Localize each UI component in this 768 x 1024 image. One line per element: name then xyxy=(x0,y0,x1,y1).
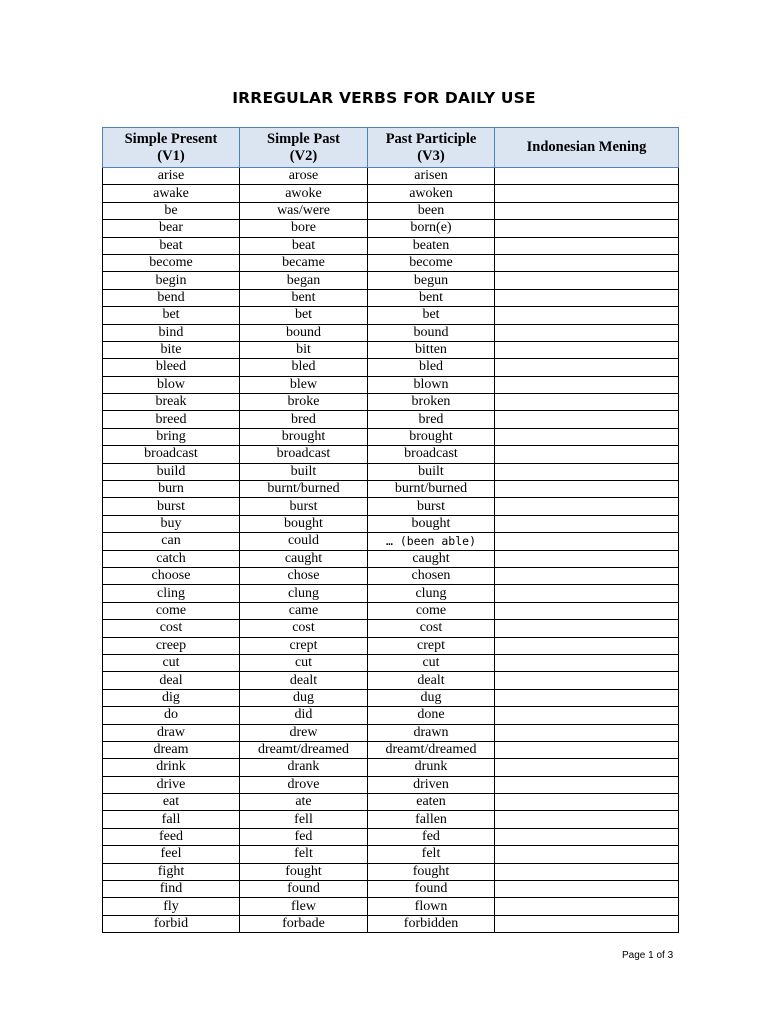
cell-indonesian xyxy=(495,567,679,584)
cell-v3: fed xyxy=(368,828,495,845)
cell-v2: flew xyxy=(240,898,368,915)
cell-v2: brought xyxy=(240,428,368,445)
cell-indonesian xyxy=(495,394,679,411)
cell-v3: chosen xyxy=(368,567,495,584)
cell-v3: … (been able) xyxy=(368,533,495,550)
cell-indonesian xyxy=(495,550,679,567)
cell-v2: became xyxy=(240,254,368,271)
cell-v3: bled xyxy=(368,359,495,376)
table-row xyxy=(103,828,679,845)
cell-v3: dug xyxy=(368,689,495,706)
cell-indonesian xyxy=(495,846,679,863)
cell-v2: beat xyxy=(240,237,368,254)
table-row xyxy=(103,811,679,828)
cell-v3: bet xyxy=(368,307,495,324)
table-row xyxy=(103,498,679,515)
cell-v3: arisen xyxy=(368,168,495,185)
page-title: IRREGULAR VERBS FOR DAILY USE xyxy=(232,89,536,107)
cell-indonesian xyxy=(495,289,679,306)
cell-indonesian xyxy=(495,707,679,724)
table-row xyxy=(103,637,679,654)
cell-indonesian xyxy=(495,463,679,480)
table-row xyxy=(103,515,679,532)
cell-v1: feed xyxy=(103,828,240,845)
cell-indonesian xyxy=(495,254,679,271)
header-simple-present xyxy=(103,128,240,168)
irregular-verbs-table xyxy=(102,127,679,933)
cell-v3: born(e) xyxy=(368,220,495,237)
table-row xyxy=(103,446,679,463)
cell-indonesian xyxy=(495,776,679,793)
cell-v2: bought xyxy=(240,515,368,532)
cell-v1: bring xyxy=(103,428,240,445)
table-row xyxy=(103,376,679,393)
table-row xyxy=(103,741,679,758)
table-row xyxy=(103,272,679,289)
cell-v1: fall xyxy=(103,811,240,828)
cell-v2: burnt/burned xyxy=(240,481,368,498)
table-row xyxy=(103,863,679,880)
cell-indonesian xyxy=(495,794,679,811)
cell-v1: broadcast xyxy=(103,446,240,463)
cell-v3: built xyxy=(368,463,495,480)
cell-v2: dreamt/dreamed xyxy=(240,741,368,758)
cell-indonesian xyxy=(495,237,679,254)
table-row xyxy=(103,602,679,619)
cell-v2: ate xyxy=(240,794,368,811)
cell-indonesian xyxy=(495,585,679,602)
cell-v3: fought xyxy=(368,863,495,880)
cell-v1: dream xyxy=(103,741,240,758)
cell-v2: came xyxy=(240,602,368,619)
cell-v1: drink xyxy=(103,759,240,776)
cell-v2: dug xyxy=(240,689,368,706)
cell-indonesian xyxy=(495,533,679,550)
cell-v3: bred xyxy=(368,411,495,428)
table-row xyxy=(103,237,679,254)
cell-v2: was/were xyxy=(240,202,368,219)
cell-v2: awoke xyxy=(240,185,368,202)
header-simple-past-code: (V2) xyxy=(289,147,318,164)
header-simple-present-code: (V1) xyxy=(157,147,185,164)
cell-v3: been xyxy=(368,202,495,219)
cell-v3: cut xyxy=(368,654,495,671)
cell-v2: could xyxy=(240,533,368,550)
cell-v3: crept xyxy=(368,637,495,654)
cell-v2: drank xyxy=(240,759,368,776)
table-row xyxy=(103,620,679,637)
cell-v2: bled xyxy=(240,359,368,376)
cell-v3: driven xyxy=(368,776,495,793)
table-row xyxy=(103,254,679,271)
cell-v1: become xyxy=(103,254,240,271)
cell-indonesian xyxy=(495,741,679,758)
cell-v3: bought xyxy=(368,515,495,532)
cell-v1: choose xyxy=(103,567,240,584)
cell-v3: bitten xyxy=(368,341,495,358)
cell-v1: buy xyxy=(103,515,240,532)
cell-v3: dreamt/dreamed xyxy=(368,741,495,758)
cell-v3: forbidden xyxy=(368,915,495,932)
cell-v2: found xyxy=(240,881,368,898)
cell-indonesian xyxy=(495,411,679,428)
cell-v3: cost xyxy=(368,620,495,637)
cell-v2: bit xyxy=(240,341,368,358)
table-row xyxy=(103,428,679,445)
table-row xyxy=(103,481,679,498)
cell-v2: bet xyxy=(240,307,368,324)
cell-v1: dig xyxy=(103,689,240,706)
cell-v2: drew xyxy=(240,724,368,741)
cell-v1: cost xyxy=(103,620,240,637)
cell-v1: fly xyxy=(103,898,240,915)
cell-v1: cut xyxy=(103,654,240,671)
cell-v3: bound xyxy=(368,324,495,341)
header-past-participle-label: Past Participle xyxy=(385,130,477,147)
cell-indonesian xyxy=(495,881,679,898)
cell-v2: broadcast xyxy=(240,446,368,463)
cell-v2: drove xyxy=(240,776,368,793)
table-body xyxy=(103,168,679,933)
cell-v1: bend xyxy=(103,289,240,306)
cell-v1: breed xyxy=(103,411,240,428)
table-row xyxy=(103,185,679,202)
page-number: Page 1 of 3 xyxy=(622,950,674,961)
cell-v1: arise xyxy=(103,168,240,185)
cell-v1: bleed xyxy=(103,359,240,376)
table-row xyxy=(103,307,679,324)
cell-indonesian xyxy=(495,376,679,393)
cell-v2: blew xyxy=(240,376,368,393)
cell-v2: began xyxy=(240,272,368,289)
cell-indonesian xyxy=(495,272,679,289)
cell-v1: awake xyxy=(103,185,240,202)
cell-v3: beaten xyxy=(368,237,495,254)
table-row xyxy=(103,672,679,689)
cell-v2: fell xyxy=(240,811,368,828)
header-indonesian-meaning xyxy=(495,128,679,168)
cell-indonesian xyxy=(495,446,679,463)
cell-v2: cut xyxy=(240,654,368,671)
cell-v1: can xyxy=(103,533,240,550)
cell-v1: burst xyxy=(103,498,240,515)
cell-v3: drunk xyxy=(368,759,495,776)
cell-v3: drawn xyxy=(368,724,495,741)
cell-v2: fought xyxy=(240,863,368,880)
cell-v2: chose xyxy=(240,567,368,584)
cell-indonesian xyxy=(495,428,679,445)
cell-v2: bound xyxy=(240,324,368,341)
cell-indonesian xyxy=(495,759,679,776)
cell-v3: broadcast xyxy=(368,446,495,463)
cell-v1: catch xyxy=(103,550,240,567)
table-row xyxy=(103,324,679,341)
cell-v3: blown xyxy=(368,376,495,393)
cell-v1: bite xyxy=(103,341,240,358)
cell-indonesian xyxy=(495,637,679,654)
cell-indonesian xyxy=(495,359,679,376)
cell-v1: deal xyxy=(103,672,240,689)
cell-indonesian xyxy=(495,220,679,237)
cell-v2: bore xyxy=(240,220,368,237)
cell-v3: done xyxy=(368,707,495,724)
cell-v1: draw xyxy=(103,724,240,741)
table-row xyxy=(103,654,679,671)
cell-indonesian xyxy=(495,863,679,880)
table-row xyxy=(103,689,679,706)
header-past-participle-code: (V3) xyxy=(417,147,445,164)
cell-v2: forbade xyxy=(240,915,368,932)
table-header xyxy=(103,128,679,168)
cell-v3: begun xyxy=(368,272,495,289)
table-row xyxy=(103,463,679,480)
cell-v2: felt xyxy=(240,846,368,863)
table-row xyxy=(103,776,679,793)
table-row xyxy=(103,915,679,932)
table-row xyxy=(103,341,679,358)
cell-v1: cling xyxy=(103,585,240,602)
table-row xyxy=(103,168,679,185)
table-row xyxy=(103,359,679,376)
table-row xyxy=(103,707,679,724)
header-simple-past xyxy=(240,128,368,168)
cell-v3: brought xyxy=(368,428,495,445)
cell-v2: arose xyxy=(240,168,368,185)
cell-v1: come xyxy=(103,602,240,619)
table-row xyxy=(103,533,679,550)
cell-indonesian xyxy=(495,202,679,219)
cell-v2: dealt xyxy=(240,672,368,689)
cell-v1: do xyxy=(103,707,240,724)
header-past-participle xyxy=(368,128,495,168)
cell-v3: felt xyxy=(368,846,495,863)
cell-indonesian xyxy=(495,515,679,532)
table-row xyxy=(103,846,679,863)
cell-indonesian xyxy=(495,602,679,619)
cell-indonesian xyxy=(495,620,679,637)
header-indonesian-meaning-label: Indonesian Mening xyxy=(526,139,647,155)
cell-v1: build xyxy=(103,463,240,480)
table-row xyxy=(103,898,679,915)
table-row xyxy=(103,724,679,741)
cell-indonesian xyxy=(495,481,679,498)
cell-v3: broken xyxy=(368,394,495,411)
cell-v1: find xyxy=(103,881,240,898)
cell-indonesian xyxy=(495,828,679,845)
cell-v3: burst xyxy=(368,498,495,515)
table-row xyxy=(103,411,679,428)
cell-indonesian xyxy=(495,498,679,515)
cell-v3: become xyxy=(368,254,495,271)
cell-indonesian xyxy=(495,341,679,358)
cell-v2: bent xyxy=(240,289,368,306)
cell-indonesian xyxy=(495,811,679,828)
cell-v1: beat xyxy=(103,237,240,254)
header-simple-past-label: Simple Past xyxy=(267,130,340,147)
cell-v1: drive xyxy=(103,776,240,793)
cell-indonesian xyxy=(495,915,679,932)
cell-v3: fallen xyxy=(368,811,495,828)
cell-v1: burn xyxy=(103,481,240,498)
cell-indonesian xyxy=(495,724,679,741)
cell-indonesian xyxy=(495,185,679,202)
cell-v3: awoken xyxy=(368,185,495,202)
cell-indonesian xyxy=(495,324,679,341)
cell-v2: bred xyxy=(240,411,368,428)
table-row xyxy=(103,759,679,776)
cell-v3: burnt/burned xyxy=(368,481,495,498)
cell-v1: begin xyxy=(103,272,240,289)
cell-v1: forbid xyxy=(103,915,240,932)
cell-v1: blow xyxy=(103,376,240,393)
cell-v2: crept xyxy=(240,637,368,654)
cell-v1: be xyxy=(103,202,240,219)
table-row xyxy=(103,881,679,898)
table-row xyxy=(103,585,679,602)
table-row xyxy=(103,289,679,306)
cell-v1: bet xyxy=(103,307,240,324)
cell-v2: burst xyxy=(240,498,368,515)
cell-v2: broke xyxy=(240,394,368,411)
table-row xyxy=(103,794,679,811)
cell-indonesian xyxy=(495,898,679,915)
cell-v3: flown xyxy=(368,898,495,915)
cell-v1: creep xyxy=(103,637,240,654)
cell-indonesian xyxy=(495,168,679,185)
cell-v2: caught xyxy=(240,550,368,567)
cell-v2: fed xyxy=(240,828,368,845)
cell-v2: did xyxy=(240,707,368,724)
cell-v1: fight xyxy=(103,863,240,880)
cell-indonesian xyxy=(495,307,679,324)
cell-v3: eaten xyxy=(368,794,495,811)
table-row xyxy=(103,550,679,567)
cell-v3: dealt xyxy=(368,672,495,689)
cell-v3: clung xyxy=(368,585,495,602)
cell-v3: bent xyxy=(368,289,495,306)
cell-v3: found xyxy=(368,881,495,898)
cell-v3: come xyxy=(368,602,495,619)
cell-indonesian xyxy=(495,654,679,671)
cell-indonesian xyxy=(495,689,679,706)
cell-v2: clung xyxy=(240,585,368,602)
cell-v1: feel xyxy=(103,846,240,863)
cell-v3: caught xyxy=(368,550,495,567)
cell-indonesian xyxy=(495,672,679,689)
table-row xyxy=(103,394,679,411)
table-row xyxy=(103,202,679,219)
cell-v1: bear xyxy=(103,220,240,237)
cell-v1: break xyxy=(103,394,240,411)
header-simple-present-label: Simple Present xyxy=(124,130,218,147)
header-row xyxy=(103,128,679,168)
table-row xyxy=(103,220,679,237)
cell-v2: built xyxy=(240,463,368,480)
cell-v1: bind xyxy=(103,324,240,341)
cell-v2: cost xyxy=(240,620,368,637)
table-row xyxy=(103,567,679,584)
cell-v1: eat xyxy=(103,794,240,811)
